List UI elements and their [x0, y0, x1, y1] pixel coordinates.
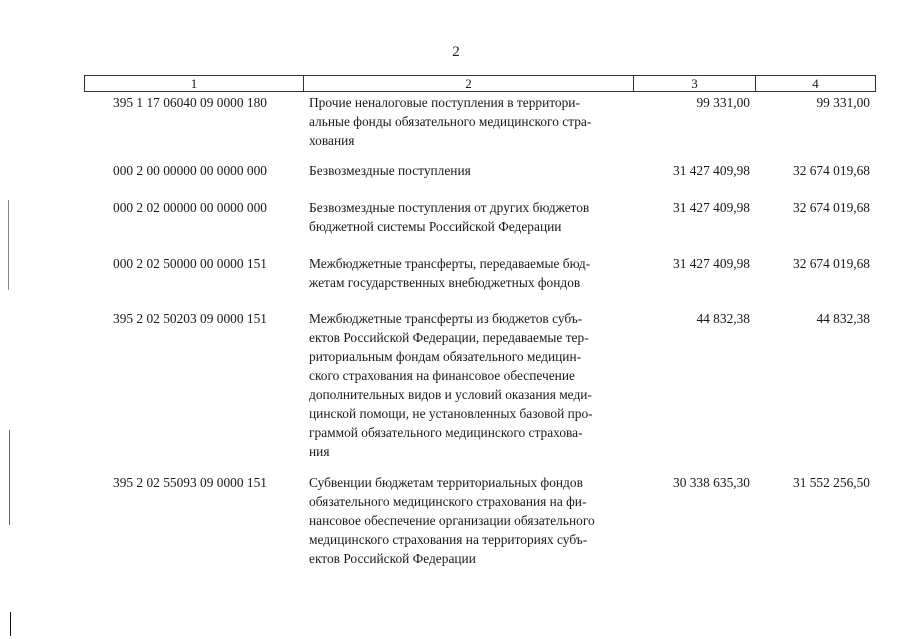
header-col-2: 2	[303, 76, 633, 91]
row-description: Субвенции бюджетам территориальных фондов обязательного медицинского страхования на фи- нансовое обеспечение организации обязательного медицинского страхования на территориях субъ- ектов Российской Федерации	[309, 475, 595, 566]
scan-edge-mark	[10, 612, 11, 636]
row-code: 395 2 02 55093 09 0000 151	[113, 475, 267, 490]
scan-edge-mark	[9, 430, 10, 525]
row-amount-col4: 99 331,00	[816, 95, 870, 110]
row-code: 000 2 00 00000 00 0000 000	[113, 163, 267, 178]
row-description: Безвозмездные поступления	[309, 163, 471, 178]
page-number: 2	[452, 44, 460, 60]
row-description: Прочие неналоговые поступления в территори- альные фонды обязательного медицинского стра- хования	[309, 95, 592, 148]
row-amount-col3: 31 427 409,98	[673, 256, 750, 271]
row-description: Межбюджетные трансферты из бюджетов субъ- ектов Российской Федерации, передаваемые тер- риториальным фондам обязательного медицин- ского страхования на финансовое обеспечение дополнительных видов и условий оказания меди- цинской помощи, не установленных базовой про- граммой обязательного медицинского страхова- ния	[309, 311, 593, 459]
row-amount-col3: 99 331,00	[696, 95, 750, 110]
scan-edge-mark	[8, 200, 9, 290]
row-amount-col3: 31 427 409,98	[673, 163, 750, 178]
row-amount-col4: 32 674 019,68	[793, 256, 870, 271]
row-description: Межбюджетные трансферты, передаваемые бюд- жетам государственных внебюджетных фондов	[309, 256, 591, 290]
row-amount-col4: 32 674 019,68	[793, 200, 870, 215]
row-amount-col3: 31 427 409,98	[673, 200, 750, 215]
header-col-4: 4	[755, 76, 875, 91]
row-code: 395 1 17 06040 09 0000 180	[113, 95, 267, 110]
header-col-1: 1	[190, 76, 198, 91]
row-code: 395 2 02 50203 09 0000 151	[113, 311, 267, 326]
table-header	[84, 75, 876, 92]
row-amount-col4: 44 832,38	[816, 311, 870, 326]
row-amount-col4: 31 552 256,50	[793, 475, 870, 490]
row-amount-col3: 44 832,38	[696, 311, 750, 326]
row-amount-col4: 32 674 019,68	[793, 163, 870, 178]
row-code: 000 2 02 00000 00 0000 000	[113, 200, 267, 215]
row-code: 000 2 02 50000 00 0000 151	[113, 256, 267, 271]
row-description: Безвозмездные поступления от других бюджетов бюджетной системы Российской Федерации	[309, 200, 590, 234]
row-amount-col3: 30 338 635,30	[673, 475, 750, 490]
header-col-3: 3	[633, 76, 755, 91]
